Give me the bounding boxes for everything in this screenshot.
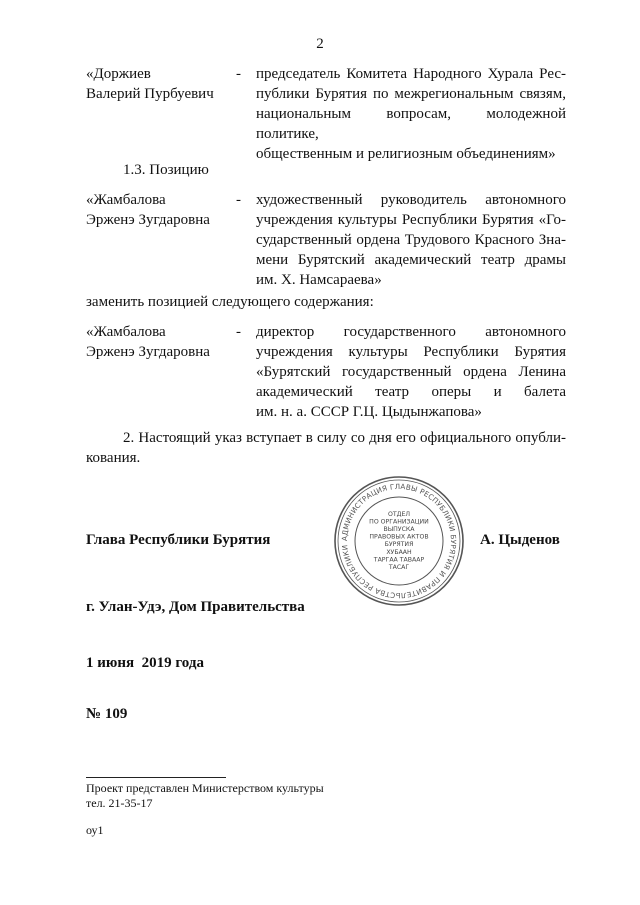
signatory-title: Глава Республики Бурятия [86, 532, 271, 548]
official-seal [332, 474, 466, 608]
clause-line: 2. Настоящий указ вступает в силу со дня его официального опубли- [123, 430, 566, 446]
clause-line: кования. [86, 450, 141, 466]
member-name [86, 322, 231, 362]
decree-number: № 109 [86, 706, 128, 722]
footnote-divider [86, 777, 226, 778]
member-position [256, 64, 566, 164]
position-line: председатель Комитета Народного Хурала Рес- [256, 66, 566, 82]
name-line: «Жамбалова [86, 324, 166, 340]
member-position [256, 190, 566, 290]
name-line: «Доржиев [86, 66, 151, 82]
position-line: художественный руководитель автономного [256, 192, 566, 208]
position-line: мени Бурятский академический театр драмы [256, 252, 566, 268]
seal-center-line: БУРЯТИЯ [384, 541, 414, 549]
page-number: 2 [316, 36, 324, 52]
position-line: национальным вопросам, молодежной политике, [256, 106, 566, 142]
position-line: общественным и религиозным объединениям» [256, 146, 556, 162]
item-1-3: 1.3. Позицию [123, 162, 209, 178]
footnote-submitted-by: Проект представлен Министерством культуры [86, 781, 324, 795]
position-line: учреждения культуры Республики Бурятия [256, 344, 566, 360]
position-line: публики Бурятия по межрегиональным связям, [256, 86, 566, 102]
seal-center-line: ПРАВОВЫХ АКТОВ [369, 533, 429, 541]
dash: - [236, 324, 241, 340]
member-position [256, 322, 566, 422]
name-line: Валерий Пурбуевич [86, 86, 214, 102]
member-entry-3 [86, 322, 566, 424]
name-line: Эрженэ Зугдаровна [86, 212, 210, 228]
dash: - [236, 66, 241, 82]
seal-stamp-icon [332, 474, 466, 608]
position-line: им. Х. Намсараева» [256, 272, 382, 288]
member-name [86, 64, 231, 104]
position-line: директор государственного автономного [256, 324, 566, 340]
document-code: оу1 [86, 823, 104, 837]
position-line: им. н. а. СССР Г.Ц. Цыдынжапова» [256, 404, 482, 420]
member-name [86, 190, 231, 230]
seal-center-line: ТАСАГ [388, 564, 410, 571]
seal-center-line: ВЫПУСКА [383, 526, 415, 533]
place-of-signing: г. Улан-Удэ, Дом Правительства [86, 599, 305, 615]
decree-effective-clause [86, 428, 566, 468]
footnote-phone: тел. 21-35-17 [86, 796, 153, 810]
seal-center-line: ХУБААН [386, 548, 412, 556]
name-line: Эрженэ Зугдаровна [86, 344, 210, 360]
name-line: «Жамбалова [86, 192, 166, 208]
decree-date: 1 июня 2019 года [86, 655, 204, 671]
seal-center-line: ПО ОРГАНИЗАЦИИ [369, 518, 429, 526]
replace-instruction: заменить позицией следующего содержания: [86, 294, 374, 310]
signatory-name: А. Цыденов [480, 532, 560, 548]
seal-center-line: ТАРГАА ТАВААР [373, 556, 425, 564]
dash: - [236, 192, 241, 208]
position-line: «Бурятский государственный ордена Ленина [256, 364, 566, 380]
position-line: сударственный ордена Трудового Красного Зна- [256, 232, 566, 248]
svg-text:АДМИНИСТРАЦИЯ ГЛАВЫ РЕСПУБЛИКИ: АДМИНИСТРАЦИЯ ГЛАВЫ РЕСПУБЛИКИ БУРЯТИЯ И ПРАВИТЕЛЬСТВА РЕСПУБЛИКИ [339, 481, 459, 601]
member-entry-2 [86, 190, 566, 292]
position-line: академический театр оперы и балета [256, 384, 566, 400]
position-line: учреждения культуры Республики Бурятия «Го- [256, 212, 566, 228]
seal-center-line: ОТДЕЛ [387, 510, 411, 518]
member-entry-1 [86, 64, 566, 162]
